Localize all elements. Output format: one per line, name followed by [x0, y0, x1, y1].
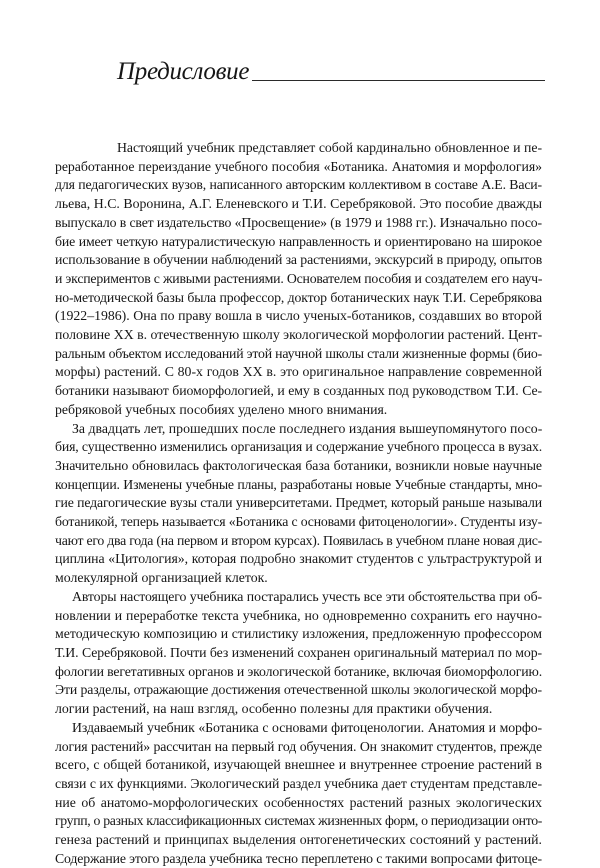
text-line: За двадцать лет, прошедших после последнего издания вышеупомянутого посо- — [72, 420, 543, 436]
text-line: циплина «Цитология», которая подробно знакомит студентов с ультраструктурой и — [55, 551, 542, 567]
text-line: связи с их функциями. Экологический раздел учебника дает студентам представле- — [55, 775, 542, 791]
text-line: концепции. Изменены учебные планы, разработаны новые Учебные стандарты, мно- — [55, 476, 542, 492]
paragraph-3 — [55, 588, 542, 719]
text-line: Издаваемый учебник «Ботаника с основами фитоценологии. Анатомия и морфо- — [72, 719, 542, 735]
text-line: реработанное переиздание учебного пособия «Ботаника. Анатомия и морфология» — [55, 158, 542, 174]
text-line: гие педагогические вузы стали университетами. Предмет, который раньше называли — [55, 495, 542, 511]
text-line: генеза растений и принципах выделения онтогенетических состояний у растений. — [55, 832, 542, 848]
text-line: Содержание этого раздела учебника тесно переплетено с такими вопросами фитоце- — [55, 850, 542, 866]
paragraph-1 — [55, 139, 542, 420]
text-line: но-методической базы была профессор, доктор ботанических наук Т.И. Серебрякова — [55, 289, 542, 305]
text-line: Авторы настоящего учебника постарались учесть все эти обстоятельства при об- — [72, 588, 542, 604]
text-line: для педагогических вузов, написанного авторским коллективом в составе А.Е. Васи- — [55, 177, 542, 193]
text-line: ботаникой, теперь называется «Ботаника с основами фитоценологии». Студенты изу- — [55, 514, 542, 530]
body-text — [55, 139, 542, 868]
text-line: ребряковой учебных пособиях уделено много внимания. — [55, 401, 388, 417]
paragraph-4 — [55, 719, 542, 868]
text-line: логии растений, на наш взгляд, особенно полезны для практики обучения. — [55, 701, 493, 717]
text-line: чают его два года (на первом и втором курсах). Появилась в учебном плане новая дис- — [55, 532, 542, 548]
text-line: ральным объектом исследований этой научной школы стали жизненные формы (био- — [55, 345, 542, 361]
text-line: использование в обучении наблюдений за растениями, экскурсий в природу, опытов — [55, 252, 543, 268]
text-line: ботаники называют биоморфологией, и ему в созданных под руководством Т.И. Се- — [55, 383, 542, 399]
paragraph-2 — [55, 420, 542, 588]
text-line: методическую композицию и стилистику изложения, предложенную профессором — [55, 626, 542, 642]
text-line: льева, Н.С. Воронина, А.Г. Еленевского и Т.И. Серебряковой. Это пособие дважды — [55, 196, 542, 212]
heading-rule — [252, 80, 545, 81]
text-line: выпускало в свет издательство «Просвещение» (в 1979 и 1988 гг.). Изначально посо- — [55, 214, 542, 230]
section-heading — [117, 57, 545, 87]
page-title: Предисловие — [117, 58, 250, 85]
text-line: и экспериментов с живыми растениями. Основателем пособия и создателем его науч- — [55, 270, 543, 286]
text-line: бие имеет четкую натуралистическую направленность и ориентировано на широкое — [55, 233, 542, 249]
text-line: новлении и переработке текста учебника, но одновременно сохранить его научно- — [55, 607, 542, 623]
text-line: ние об анатомо-морфологических особенностях растений разных экологических — [55, 794, 542, 810]
text-line: (1922–1986). Она по праву вошла в число ученых-ботаников, создавших во второй — [55, 308, 542, 324]
text-line: Т.И. Серебряковой. Почти без изменений сохранен оригинальный материал по мор- — [55, 644, 542, 660]
text-line: Настоящий учебник представляет собой кардинально обновленное и пе- — [117, 140, 542, 155]
text-line: Эти разделы, отражающие достижения отечественной школы экологической морфо- — [55, 682, 542, 698]
text-line: логия растений» рассчитан на первый год обучения. Он знакомит студентов, прежде — [55, 738, 542, 754]
text-line: бия, существенно изменились организация и содержание учебного процесса в вузах. — [55, 439, 542, 455]
text-line: групп, о разных классификационных системах жизненных форм, о периодизации онто- — [55, 813, 542, 829]
text-line: половине XX в. отечественную школу экологической морфологии растений. Цент- — [55, 327, 543, 343]
text-line: фологии вегетативных органов и экологической ботанике, включая биоморфологию. — [55, 663, 542, 679]
text-line: всего, с общей ботаникой, изучающей внешнее и внутреннее строение растений в — [55, 757, 542, 773]
text-line: Значительно обновилась фактологическая база ботаники, возникли новые научные — [55, 457, 542, 473]
text-line: молекулярной организацией клеток. — [55, 570, 268, 586]
text-line: морфы) растений. С 80-х годов XX в. это оригинальное направление современной — [55, 364, 542, 380]
